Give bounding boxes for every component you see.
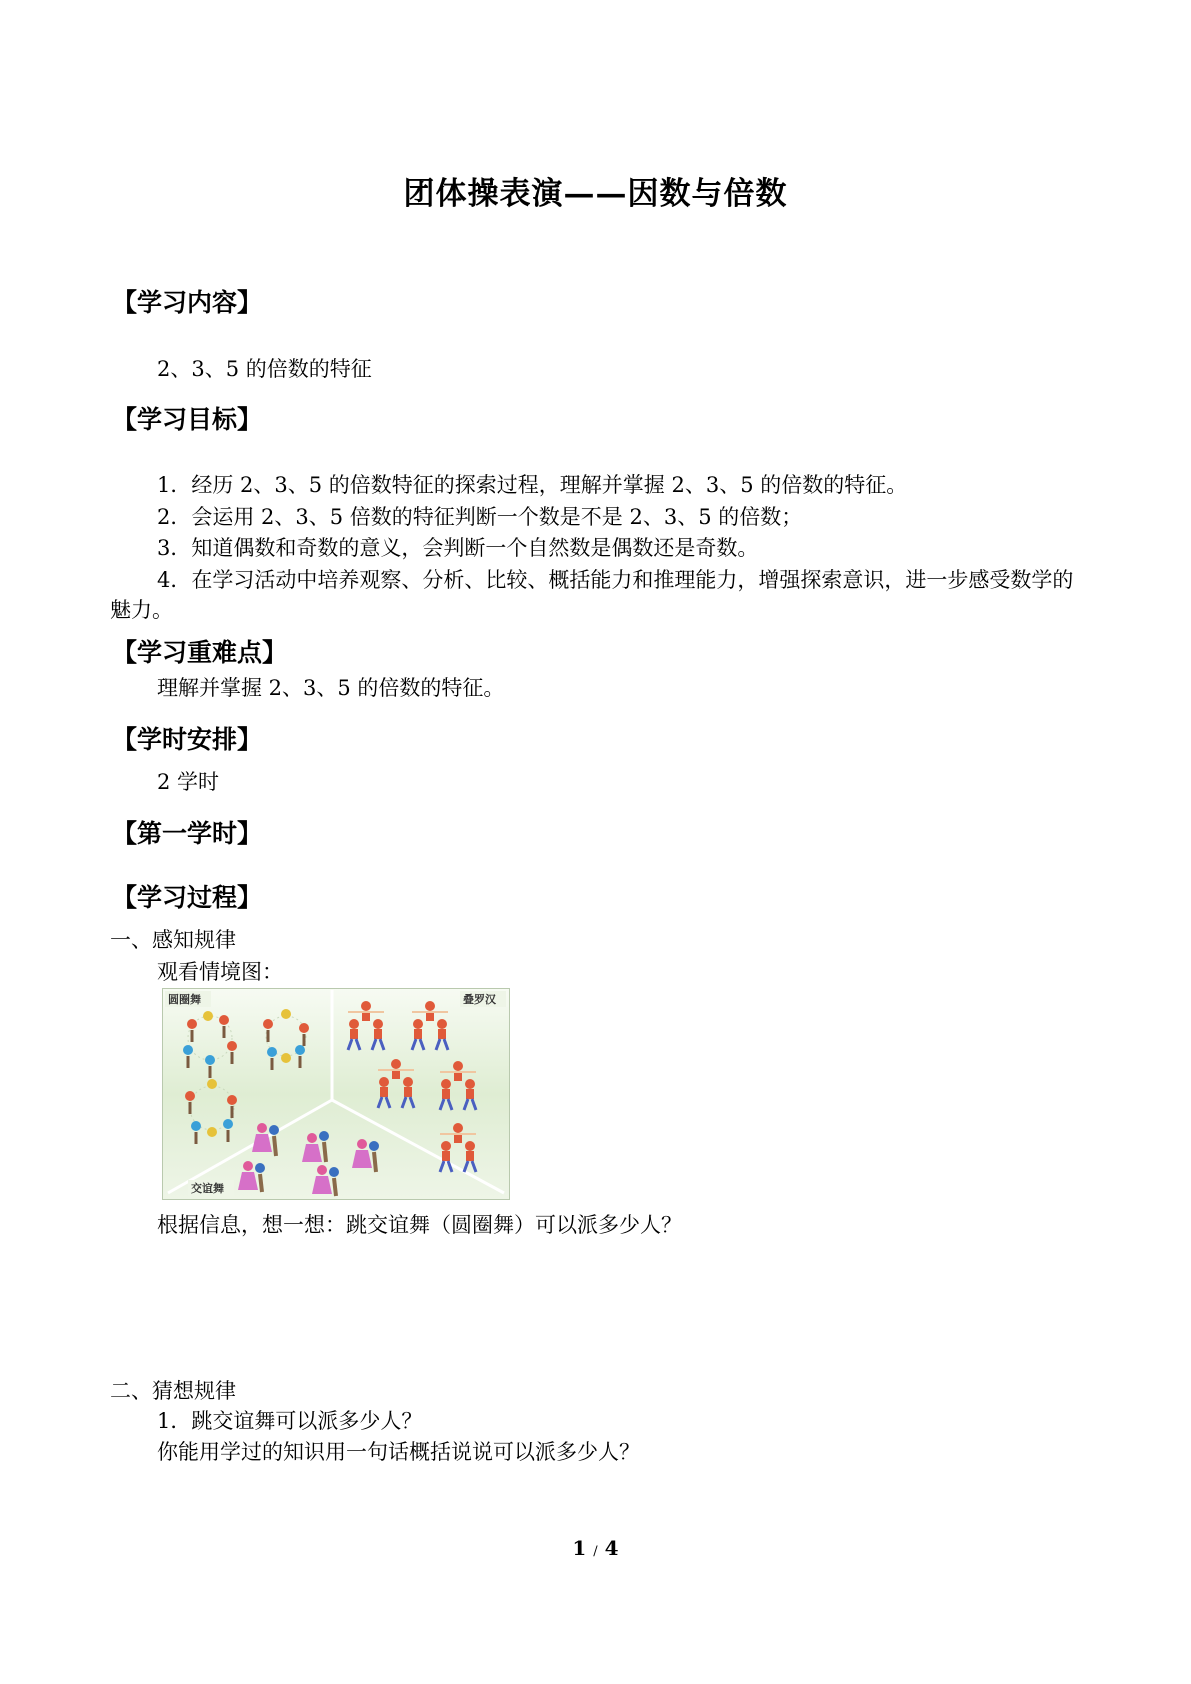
part1-intro: 观看情境图： xyxy=(157,960,283,984)
goal-item-4: 4．在学习活动中培养观察、分析、比较、概括能力和推理能力，增强探索意识，进一步感受数学的魅力。 xyxy=(110,568,1074,622)
goal-item-2: 2．会运用 2、3、5 倍数的特征判断一个数是不是 2、3、5 的倍数； xyxy=(157,505,803,529)
document-title: 团体操表演——因数与倍数 xyxy=(403,176,788,212)
content-heading: 【学习内容】 xyxy=(112,288,263,317)
label-pyramid: 叠罗汉 xyxy=(463,993,496,1006)
page-separator: / xyxy=(593,1544,598,1559)
dance-scene-svg xyxy=(162,988,510,1200)
page-current: 1 xyxy=(572,1536,587,1560)
page-total: 4 xyxy=(604,1536,619,1560)
schedule-heading: 【学时安排】 xyxy=(112,725,263,754)
goal-item-1: 1．经历 2、3、5 的倍数特征的探索过程，理解并掌握 2、3、5 的倍数的特征。 xyxy=(157,473,908,497)
schedule-text: 2 学时 xyxy=(157,770,220,794)
key-heading: 【学习重难点】 xyxy=(112,638,288,667)
process-heading: 【学习过程】 xyxy=(112,883,263,912)
part2-question-1: 1．跳交谊舞可以派多少人？ xyxy=(157,1409,423,1433)
label-circle-dance: 圆圈舞 xyxy=(168,993,201,1006)
page-number xyxy=(0,1536,1191,1560)
dance-scene-illustration xyxy=(162,988,510,1200)
part2-title: 二、猜想规律 xyxy=(110,1379,236,1403)
first-period-heading: 【第一学时】 xyxy=(112,819,263,848)
key-text: 理解并掌握 2、3、5 的倍数的特征。 xyxy=(157,676,505,700)
goal-item-3: 3．知道偶数和奇数的意义，会判断一个自然数是偶数还是奇数。 xyxy=(157,536,759,560)
label-social-dance: 交谊舞 xyxy=(191,1182,224,1195)
goals-heading: 【学习目标】 xyxy=(112,405,263,434)
content-text: 2、3、5 的倍数的特征 xyxy=(157,357,372,381)
part2-question-2: 你能用学过的知识用一句话概括说说可以派多少人？ xyxy=(157,1440,640,1464)
part1-question: 根据信息，想一想：跳交谊舞（圆圈舞）可以派多少人？ xyxy=(157,1213,682,1237)
part1-title: 一、感知规律 xyxy=(110,928,236,952)
